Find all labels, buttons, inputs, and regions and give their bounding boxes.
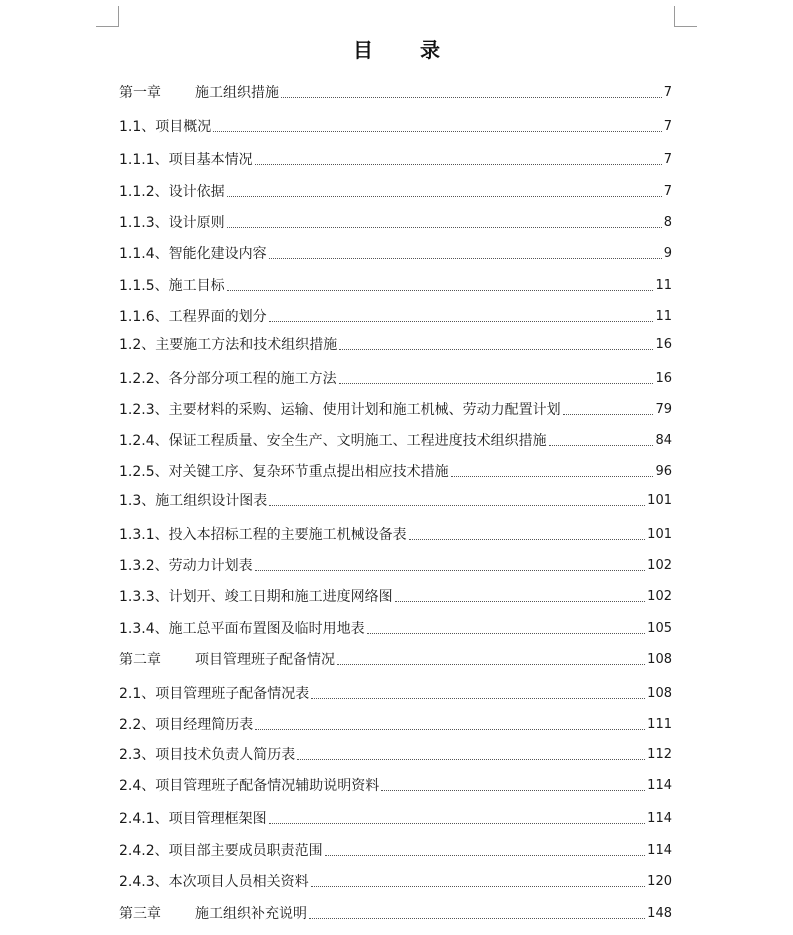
- toc-text: 2.3、项目技术负责人简历表: [119, 747, 296, 763]
- toc-text: 1.1、项目概况: [119, 119, 212, 135]
- crop-mark-top-right: [674, 6, 697, 27]
- toc-page: 102: [647, 558, 672, 573]
- toc-page: 7: [663, 152, 672, 167]
- dot-leader: [281, 96, 662, 98]
- toc-entry[interactable]: [119, 211, 672, 231]
- toc-page: 11: [655, 278, 672, 293]
- dot-leader: [227, 226, 662, 228]
- crop-mark-top-left: [96, 6, 119, 27]
- toc-page: 114: [647, 811, 672, 826]
- dot-leader: [311, 885, 646, 887]
- toc-entry[interactable]: [119, 648, 672, 668]
- toc-page: 79: [655, 402, 672, 417]
- toc-page: 102: [647, 589, 672, 604]
- toc-page: 84: [655, 433, 672, 448]
- dot-leader: [395, 600, 646, 602]
- dot-leader: [311, 697, 645, 699]
- toc-text: 施工组织措施: [195, 85, 279, 101]
- toc-page: 16: [655, 337, 672, 352]
- toc-entry[interactable]: [119, 902, 672, 922]
- toc-entry[interactable]: [119, 743, 672, 763]
- toc-page: 111: [647, 717, 672, 732]
- dot-leader: [269, 822, 646, 824]
- toc-text: 1.1.4、智能化建设内容: [119, 246, 267, 262]
- toc-text: 2.4.2、项目部主要成员职责范围: [119, 843, 323, 859]
- toc-page: 7: [663, 119, 672, 134]
- toc-text: 1.1.1、项目基本情况: [119, 152, 253, 168]
- toc-text: 1.2.4、保证工程质量、安全生产、文明施工、工程进度技术组织措施: [119, 433, 547, 449]
- toc-page: 101: [647, 493, 672, 508]
- toc-page: 8: [663, 215, 672, 230]
- dot-leader: [255, 163, 662, 165]
- toc-entry[interactable]: [119, 839, 672, 859]
- toc-chapter: 第二章: [119, 652, 161, 668]
- toc-text: 2.4.3、本次项目人员相关资料: [119, 874, 309, 890]
- toc-entry[interactable]: [119, 429, 672, 449]
- toc-entry[interactable]: [119, 274, 672, 294]
- dot-leader: [367, 632, 646, 634]
- toc-text: 1.3.1、投入本招标工程的主要施工机械设备表: [119, 527, 407, 543]
- toc-entry[interactable]: [119, 489, 672, 509]
- toc-page: 7: [663, 184, 672, 199]
- toc-entry[interactable]: [119, 460, 672, 480]
- dot-leader: [213, 130, 661, 132]
- toc-page: 148: [647, 906, 672, 921]
- dot-leader: [451, 475, 654, 477]
- toc-page: 105: [647, 621, 672, 636]
- toc-chapter: 第一章: [119, 85, 161, 101]
- toc-page: 114: [647, 843, 672, 858]
- toc-entry[interactable]: [119, 523, 672, 543]
- dot-leader: [409, 538, 646, 540]
- toc-page: 101: [647, 527, 672, 542]
- toc-text: 1.3、施工组织设计图表: [119, 493, 268, 509]
- toc-text: 施工组织补充说明: [195, 906, 307, 922]
- toc-entry[interactable]: [119, 333, 672, 353]
- toc-entry[interactable]: [119, 617, 672, 637]
- toc-page: 108: [647, 652, 672, 667]
- toc-entry[interactable]: [119, 774, 672, 794]
- toc-entry[interactable]: [119, 305, 672, 325]
- toc-entry[interactable]: [119, 115, 672, 135]
- dot-leader: [297, 758, 645, 760]
- dot-leader: [269, 257, 662, 259]
- dot-leader: [269, 504, 645, 506]
- toc-text: 1.1.2、设计依据: [119, 184, 225, 200]
- toc-entry[interactable]: [119, 682, 672, 702]
- toc-text: 2.2、项目经理简历表: [119, 717, 254, 733]
- toc-text: 项目管理班子配备情况: [195, 652, 335, 668]
- toc-entry[interactable]: [119, 180, 672, 200]
- toc-page: 114: [647, 778, 672, 793]
- toc-entry[interactable]: [119, 554, 672, 574]
- dot-leader: [255, 728, 645, 730]
- toc-page: 120: [647, 874, 672, 889]
- dot-leader: [227, 195, 662, 197]
- dot-leader: [549, 444, 654, 446]
- toc-text: 2.1、项目管理班子配备情况表: [119, 686, 310, 702]
- toc-page: 108: [647, 686, 672, 701]
- toc-page: 96: [655, 464, 672, 479]
- dot-leader: [325, 854, 646, 856]
- toc-text: 1.3.2、劳动力计划表: [119, 558, 253, 574]
- toc-text: 1.1.3、设计原则: [119, 215, 225, 231]
- toc-text: 1.1.5、施工目标: [119, 278, 225, 294]
- toc-page: 112: [647, 747, 672, 762]
- toc-page: 9: [663, 246, 672, 261]
- dot-leader: [255, 569, 646, 571]
- toc-entry[interactable]: [119, 367, 672, 387]
- toc-text: 1.1.6、工程界面的划分: [119, 309, 267, 325]
- toc-page: 7: [663, 85, 672, 100]
- toc-entry[interactable]: [119, 148, 672, 168]
- toc-entry[interactable]: [119, 585, 672, 605]
- toc-entry[interactable]: [119, 242, 672, 262]
- toc-text: 1.2.3、主要材料的采购、运输、使用计划和施工机械、劳动力配置计划: [119, 402, 561, 418]
- toc-entry[interactable]: [119, 713, 672, 733]
- toc-text: 2.4.1、项目管理框架图: [119, 811, 267, 827]
- dot-leader: [381, 789, 645, 791]
- dot-leader: [337, 663, 645, 665]
- dot-leader: [227, 289, 654, 291]
- toc-text: 1.2.2、各分部分项工程的施工方法: [119, 371, 337, 387]
- toc-page: 11: [655, 309, 672, 324]
- toc-entry[interactable]: [119, 398, 672, 418]
- dot-leader: [309, 917, 645, 919]
- dot-leader: [339, 348, 653, 350]
- dot-leader: [339, 382, 654, 384]
- dot-leader: [563, 413, 654, 415]
- toc-entry[interactable]: [119, 81, 672, 101]
- page-title: 目 录: [353, 38, 460, 62]
- toc-entry[interactable]: [119, 870, 672, 890]
- toc-text: 1.2、主要施工方法和技术组织措施: [119, 337, 338, 353]
- toc-chapter: 第三章: [119, 906, 161, 922]
- toc-text: 2.4、项目管理班子配备情况辅助说明资料: [119, 778, 380, 794]
- toc-page: 16: [655, 371, 672, 386]
- toc-entry[interactable]: [119, 807, 672, 827]
- toc-text: 1.2.5、对关键工序、复杂环节重点提出相应技术措施: [119, 464, 449, 480]
- toc-text: 1.3.3、计划开、竣工日期和施工进度网络图: [119, 589, 393, 605]
- toc-text: 1.3.4、施工总平面布置图及临时用地表: [119, 621, 365, 637]
- dot-leader: [269, 320, 654, 322]
